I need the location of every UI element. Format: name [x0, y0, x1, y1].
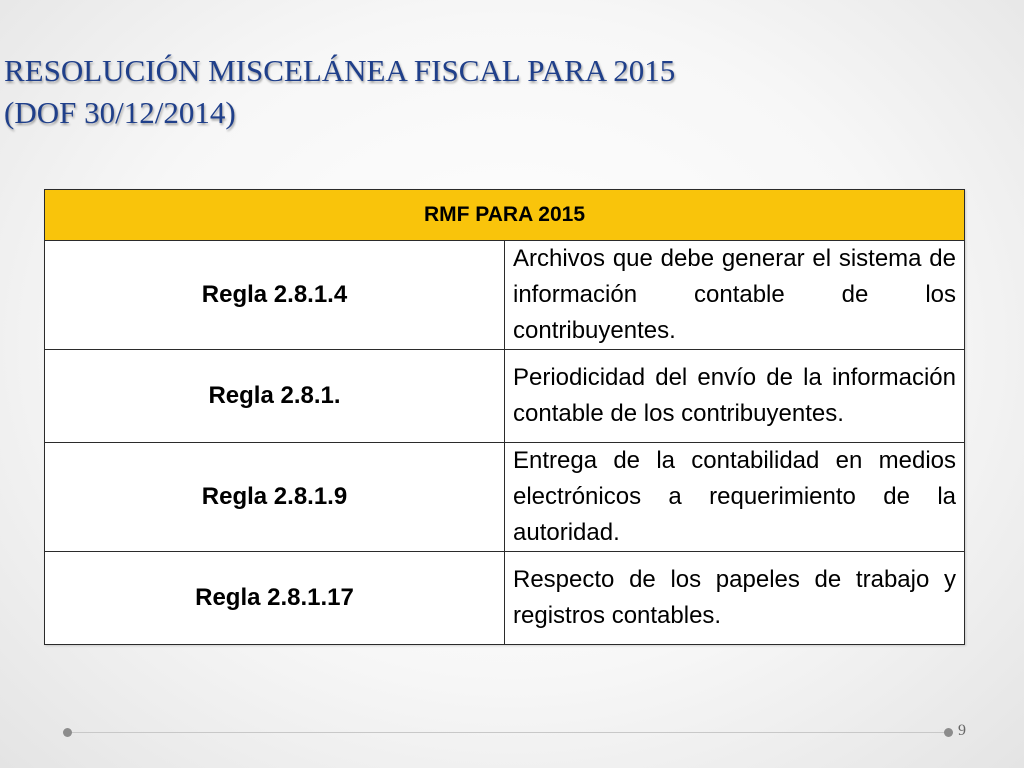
table-header: RMF PARA 2015: [45, 190, 965, 241]
table-row: [45, 443, 965, 552]
page-number: 9: [958, 722, 966, 739]
rule-cell: Regla 2.8.1.17: [45, 552, 505, 645]
footer-dot-icon: [63, 728, 72, 737]
description-cell: Periodicidad del envío de la información contable de los contribuyentes.: [505, 350, 965, 443]
rmf-rules-table: [44, 189, 965, 645]
description-cell: Entrega de la contabilidad en medios electrónicos a requerimiento de la autoridad.: [505, 443, 965, 552]
rule-cell: Regla 2.8.1.4: [45, 241, 505, 350]
table-row: [45, 552, 965, 645]
rule-cell: Regla 2.8.1.: [45, 350, 505, 443]
slide-title: [4, 50, 675, 134]
footer-dot-icon: [944, 728, 953, 737]
table-row: [45, 350, 965, 443]
slide-title-line-1: RESOLUCIÓN MISCELÁNEA FISCAL PARA 2015: [4, 53, 676, 88]
description-cell: Respecto de los papeles de trabajo y registros contables.: [505, 552, 965, 645]
slide-title-line-2: (DOF 30/12/2014): [4, 95, 236, 130]
table-row: [45, 241, 965, 350]
table-header-row: [45, 190, 965, 241]
description-cell: Archivos que debe generar el sistema de información contable de los contribuyentes.: [505, 241, 965, 350]
footer-divider: [69, 732, 947, 733]
rule-cell: Regla 2.8.1.9: [45, 443, 505, 552]
